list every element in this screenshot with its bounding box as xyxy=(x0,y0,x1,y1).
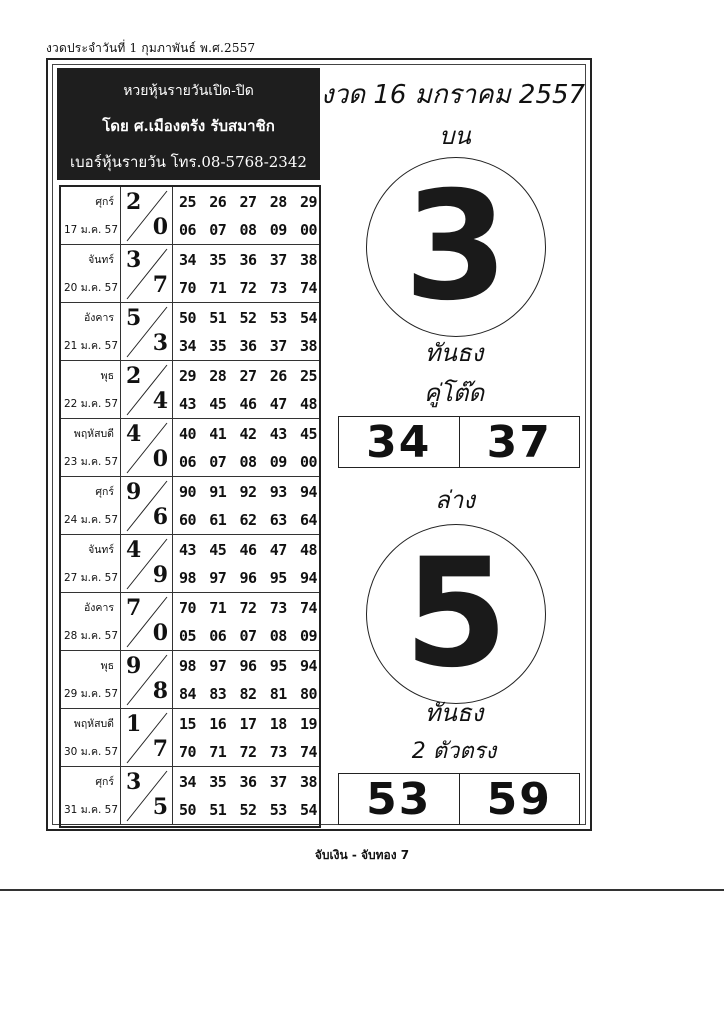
number: 98 xyxy=(179,569,197,587)
top-digit-result: 2 xyxy=(126,189,142,215)
top-digit-circle xyxy=(366,157,546,337)
number: 45 xyxy=(209,395,227,413)
number: 09 xyxy=(269,453,287,471)
day-name: ศุกร์ xyxy=(95,196,114,208)
bottom-digit-result: 0 xyxy=(152,446,168,472)
pair-label: คู่โต๊ด xyxy=(423,379,485,407)
digit-cell xyxy=(121,477,173,534)
number: 00 xyxy=(299,221,317,239)
number-line-2 xyxy=(179,627,317,645)
number: 91 xyxy=(209,483,227,501)
page-footer: จับเงิน - จับทอง 7 xyxy=(314,848,410,862)
number: 73 xyxy=(269,599,287,617)
number: 95 xyxy=(269,569,287,587)
two-digit-box xyxy=(338,773,580,825)
day-name: อังคาร xyxy=(84,602,114,614)
number-line-2 xyxy=(179,743,317,761)
digit-cell xyxy=(121,245,173,302)
number: 19 xyxy=(299,715,317,733)
number: 07 xyxy=(209,221,227,239)
day-name: ศุกร์ xyxy=(95,486,114,498)
table-row xyxy=(61,187,319,245)
table-row xyxy=(61,651,319,709)
number: 00 xyxy=(299,453,317,471)
number: 47 xyxy=(269,541,287,559)
day-name: พุธ xyxy=(100,370,114,382)
top-digit-result: 9 xyxy=(126,653,142,679)
day-cell xyxy=(61,419,121,476)
number: 43 xyxy=(179,541,197,559)
number: 74 xyxy=(299,743,317,761)
number: 97 xyxy=(209,569,227,587)
number: 27 xyxy=(239,193,257,211)
number-line-2 xyxy=(179,279,317,297)
number-cell xyxy=(173,477,319,534)
number-line-2 xyxy=(179,685,317,703)
pair-value-2: 37 xyxy=(459,417,580,467)
page-edge-line xyxy=(0,889,724,891)
bottom-hint: ทันธง xyxy=(424,699,484,727)
number: 17 xyxy=(239,715,257,733)
number: 83 xyxy=(209,685,227,703)
number: 45 xyxy=(209,541,227,559)
number: 36 xyxy=(239,773,257,791)
top-digit-result: 5 xyxy=(126,305,142,331)
two-digit-value-2: 59 xyxy=(459,774,580,824)
day-cell xyxy=(61,477,121,534)
number: 62 xyxy=(239,511,257,529)
bottom-digit-result: 8 xyxy=(152,678,168,704)
number: 71 xyxy=(209,599,227,617)
bottom-digit-result: 5 xyxy=(152,794,168,820)
number: 74 xyxy=(299,279,317,297)
number: 72 xyxy=(239,279,257,297)
number: 48 xyxy=(299,395,317,413)
number-line-1 xyxy=(179,715,317,733)
day-date: 27 ม.ค. 57 xyxy=(64,572,119,584)
digit-cell xyxy=(121,187,173,244)
number: 94 xyxy=(299,657,317,675)
number-line-2 xyxy=(179,221,317,239)
draw-title: งวด 16 มกราคม 2557 xyxy=(320,80,586,110)
bottom-digit-result: 0 xyxy=(152,620,168,646)
number: 47 xyxy=(269,395,287,413)
number: 08 xyxy=(269,627,287,645)
number-line-2 xyxy=(179,395,317,413)
number: 74 xyxy=(299,599,317,617)
number: 37 xyxy=(269,337,287,355)
bottom-digit-circle xyxy=(366,524,546,704)
day-date: 29 ม.ค. 57 xyxy=(64,688,119,700)
number: 70 xyxy=(179,599,197,617)
number: 52 xyxy=(239,801,257,819)
number: 16 xyxy=(209,715,227,733)
number: 06 xyxy=(209,627,227,645)
number: 71 xyxy=(209,279,227,297)
number: 73 xyxy=(269,743,287,761)
number: 25 xyxy=(299,367,317,385)
day-date: 28 ม.ค. 57 xyxy=(64,630,119,642)
number: 35 xyxy=(209,773,227,791)
number: 18 xyxy=(269,715,287,733)
number: 34 xyxy=(179,337,197,355)
bottom-label: ล่าง xyxy=(435,486,475,514)
bottom-digit-result: 9 xyxy=(152,562,168,588)
digit-cell xyxy=(121,593,173,650)
number: 07 xyxy=(239,627,257,645)
day-cell xyxy=(61,767,121,824)
day-cell xyxy=(61,593,121,650)
number: 26 xyxy=(209,193,227,211)
bottom-digit-result: 0 xyxy=(152,214,168,240)
bottom-digit-result: 3 xyxy=(152,330,168,356)
two-digit-label: 2 ตัวตรง xyxy=(411,739,497,764)
two-digit-value-1: 53 xyxy=(366,773,432,825)
number-line-1 xyxy=(179,425,317,443)
number-line-2 xyxy=(179,511,317,529)
number: 82 xyxy=(239,685,257,703)
day-cell xyxy=(61,187,121,244)
digit-cell xyxy=(121,361,173,418)
day-date: 30 ม.ค. 57 xyxy=(64,746,119,758)
issue-date-header: งวดประจำวันที่ 1 กุมภาพันธ์ พ.ศ.2557 xyxy=(46,41,256,55)
number: 38 xyxy=(299,251,317,269)
number: 09 xyxy=(299,627,317,645)
number-cell xyxy=(173,361,319,418)
number: 29 xyxy=(299,193,317,211)
number: 51 xyxy=(209,309,227,327)
number: 93 xyxy=(269,483,287,501)
number: 73 xyxy=(269,279,287,297)
number: 40 xyxy=(179,425,197,443)
day-cell xyxy=(61,245,121,302)
number-cell xyxy=(173,303,319,360)
pair-box xyxy=(338,416,580,468)
number-line-1 xyxy=(179,599,317,617)
number-line-2 xyxy=(179,453,317,471)
day-name: พุธ xyxy=(100,660,114,672)
table-row xyxy=(61,303,319,361)
number: 97 xyxy=(209,657,227,675)
results-table xyxy=(59,185,321,828)
day-name: พฤหัสบดี xyxy=(73,428,114,440)
bottom-digit-result: 7 xyxy=(152,736,168,762)
number: 61 xyxy=(209,511,227,529)
number: 38 xyxy=(299,773,317,791)
day-name: ศุกร์ xyxy=(95,776,114,788)
number: 05 xyxy=(179,627,197,645)
number: 27 xyxy=(239,367,257,385)
top-label: บน xyxy=(439,122,471,150)
digit-cell xyxy=(121,303,173,360)
day-cell xyxy=(61,709,121,766)
table-row xyxy=(61,477,319,535)
day-date: 17 ม.ค. 57 xyxy=(64,224,119,236)
top-digit-result: 1 xyxy=(126,711,142,737)
number: 51 xyxy=(209,801,227,819)
number: 50 xyxy=(179,309,197,327)
day-date: 23 ม.ค. 57 xyxy=(64,456,119,468)
day-cell xyxy=(61,361,121,418)
number: 96 xyxy=(239,657,257,675)
number: 94 xyxy=(299,569,317,587)
number: 28 xyxy=(269,193,287,211)
number: 38 xyxy=(299,337,317,355)
number: 34 xyxy=(179,773,197,791)
number: 35 xyxy=(209,337,227,355)
day-date: 20 ม.ค. 57 xyxy=(64,282,119,294)
number: 29 xyxy=(179,367,197,385)
number-line-1 xyxy=(179,251,317,269)
top-digit-result: 4 xyxy=(126,537,142,563)
table-row xyxy=(61,709,319,767)
number: 36 xyxy=(239,337,257,355)
number: 70 xyxy=(179,743,197,761)
number-cell xyxy=(173,535,319,592)
number: 35 xyxy=(209,251,227,269)
number-cell xyxy=(173,419,319,476)
number-line-2 xyxy=(179,569,317,587)
pair-value-1: 34 xyxy=(366,416,432,468)
table-row xyxy=(61,593,319,651)
number-cell xyxy=(173,593,319,650)
number: 07 xyxy=(209,453,227,471)
number: 90 xyxy=(179,483,197,501)
table-row xyxy=(61,361,319,419)
digit-cell xyxy=(121,419,173,476)
day-cell xyxy=(61,651,121,708)
number: 45 xyxy=(299,425,317,443)
table-row xyxy=(61,245,319,303)
number: 42 xyxy=(239,425,257,443)
number-cell xyxy=(173,245,319,302)
bottom-digit-result: 6 xyxy=(152,504,168,530)
number-cell xyxy=(173,187,319,244)
number: 25 xyxy=(179,193,197,211)
number: 41 xyxy=(209,425,227,443)
number: 60 xyxy=(179,511,197,529)
number: 15 xyxy=(179,715,197,733)
number: 53 xyxy=(269,801,287,819)
number: 70 xyxy=(179,279,197,297)
digit-cell xyxy=(121,651,173,708)
day-cell xyxy=(61,535,121,592)
number: 95 xyxy=(269,657,287,675)
digit-cell xyxy=(121,535,173,592)
number: 37 xyxy=(269,773,287,791)
number: 54 xyxy=(299,801,317,819)
number: 72 xyxy=(239,743,257,761)
number: 34 xyxy=(179,251,197,269)
digit-cell xyxy=(121,709,173,766)
number: 28 xyxy=(209,367,227,385)
number-cell xyxy=(173,709,319,766)
number: 84 xyxy=(179,685,197,703)
top-digit-result: 9 xyxy=(126,479,142,505)
bottom-digit-result: 7 xyxy=(152,272,168,298)
number: 72 xyxy=(239,599,257,617)
number: 09 xyxy=(269,221,287,239)
title-box xyxy=(57,68,320,180)
number-line-1 xyxy=(179,193,317,211)
title-phone-line: เบอร์หุ้นรายวัน โทร.08-5768-2342 xyxy=(70,153,307,171)
top-digit-result: 2 xyxy=(126,363,142,389)
number-line-2 xyxy=(179,337,317,355)
day-name: อังคาร xyxy=(84,312,114,324)
top-digit-result: 3 xyxy=(126,769,142,795)
number: 92 xyxy=(239,483,257,501)
number: 43 xyxy=(269,425,287,443)
number-line-1 xyxy=(179,483,317,501)
number: 08 xyxy=(239,453,257,471)
number: 53 xyxy=(269,309,287,327)
top-digit-result: 3 xyxy=(126,247,142,273)
title-line-1: หวยหุ้นรายวันเปิด-ปิด xyxy=(123,83,254,99)
number-line-1 xyxy=(179,657,317,675)
table-row xyxy=(61,419,319,477)
number: 80 xyxy=(299,685,317,703)
title-line-2: โดย ศ.เมืองตรัง รับสมาชิก xyxy=(102,117,275,135)
number: 26 xyxy=(269,367,287,385)
number: 64 xyxy=(299,511,317,529)
table-row xyxy=(61,535,319,593)
number: 46 xyxy=(239,395,257,413)
bottom-digit-result: 4 xyxy=(152,388,168,414)
number: 06 xyxy=(179,453,197,471)
number: 63 xyxy=(269,511,287,529)
top-hint: ทันธง xyxy=(424,339,484,367)
number-line-1 xyxy=(179,773,317,791)
number-line-1 xyxy=(179,309,317,327)
top-digit: 3 xyxy=(403,160,509,334)
number: 08 xyxy=(239,221,257,239)
number: 71 xyxy=(209,743,227,761)
table-row xyxy=(61,767,319,825)
number: 48 xyxy=(299,541,317,559)
day-date: 31 ม.ค. 57 xyxy=(64,804,119,816)
number-cell xyxy=(173,651,319,708)
day-date: 22 ม.ค. 57 xyxy=(64,398,119,410)
number: 81 xyxy=(269,685,287,703)
number: 50 xyxy=(179,801,197,819)
number: 46 xyxy=(239,541,257,559)
number: 37 xyxy=(269,251,287,269)
digit-cell xyxy=(121,767,173,824)
number-cell xyxy=(173,767,319,824)
number: 54 xyxy=(299,309,317,327)
top-digit-result: 7 xyxy=(126,595,142,621)
number-line-2 xyxy=(179,801,317,819)
number: 52 xyxy=(239,309,257,327)
day-name: จันทร์ xyxy=(88,544,114,556)
day-name: จันทร์ xyxy=(88,254,114,266)
number: 94 xyxy=(299,483,317,501)
number-line-1 xyxy=(179,367,317,385)
day-date: 21 ม.ค. 57 xyxy=(64,340,119,352)
number-line-1 xyxy=(179,541,317,559)
day-name: พฤหัสบดี xyxy=(73,718,114,730)
number: 36 xyxy=(239,251,257,269)
number: 98 xyxy=(179,657,197,675)
number: 96 xyxy=(239,569,257,587)
top-digit-result: 4 xyxy=(126,421,142,447)
bottom-digit: 5 xyxy=(403,527,509,701)
number: 43 xyxy=(179,395,197,413)
day-cell xyxy=(61,303,121,360)
day-date: 24 ม.ค. 57 xyxy=(64,514,119,526)
number: 06 xyxy=(179,221,197,239)
